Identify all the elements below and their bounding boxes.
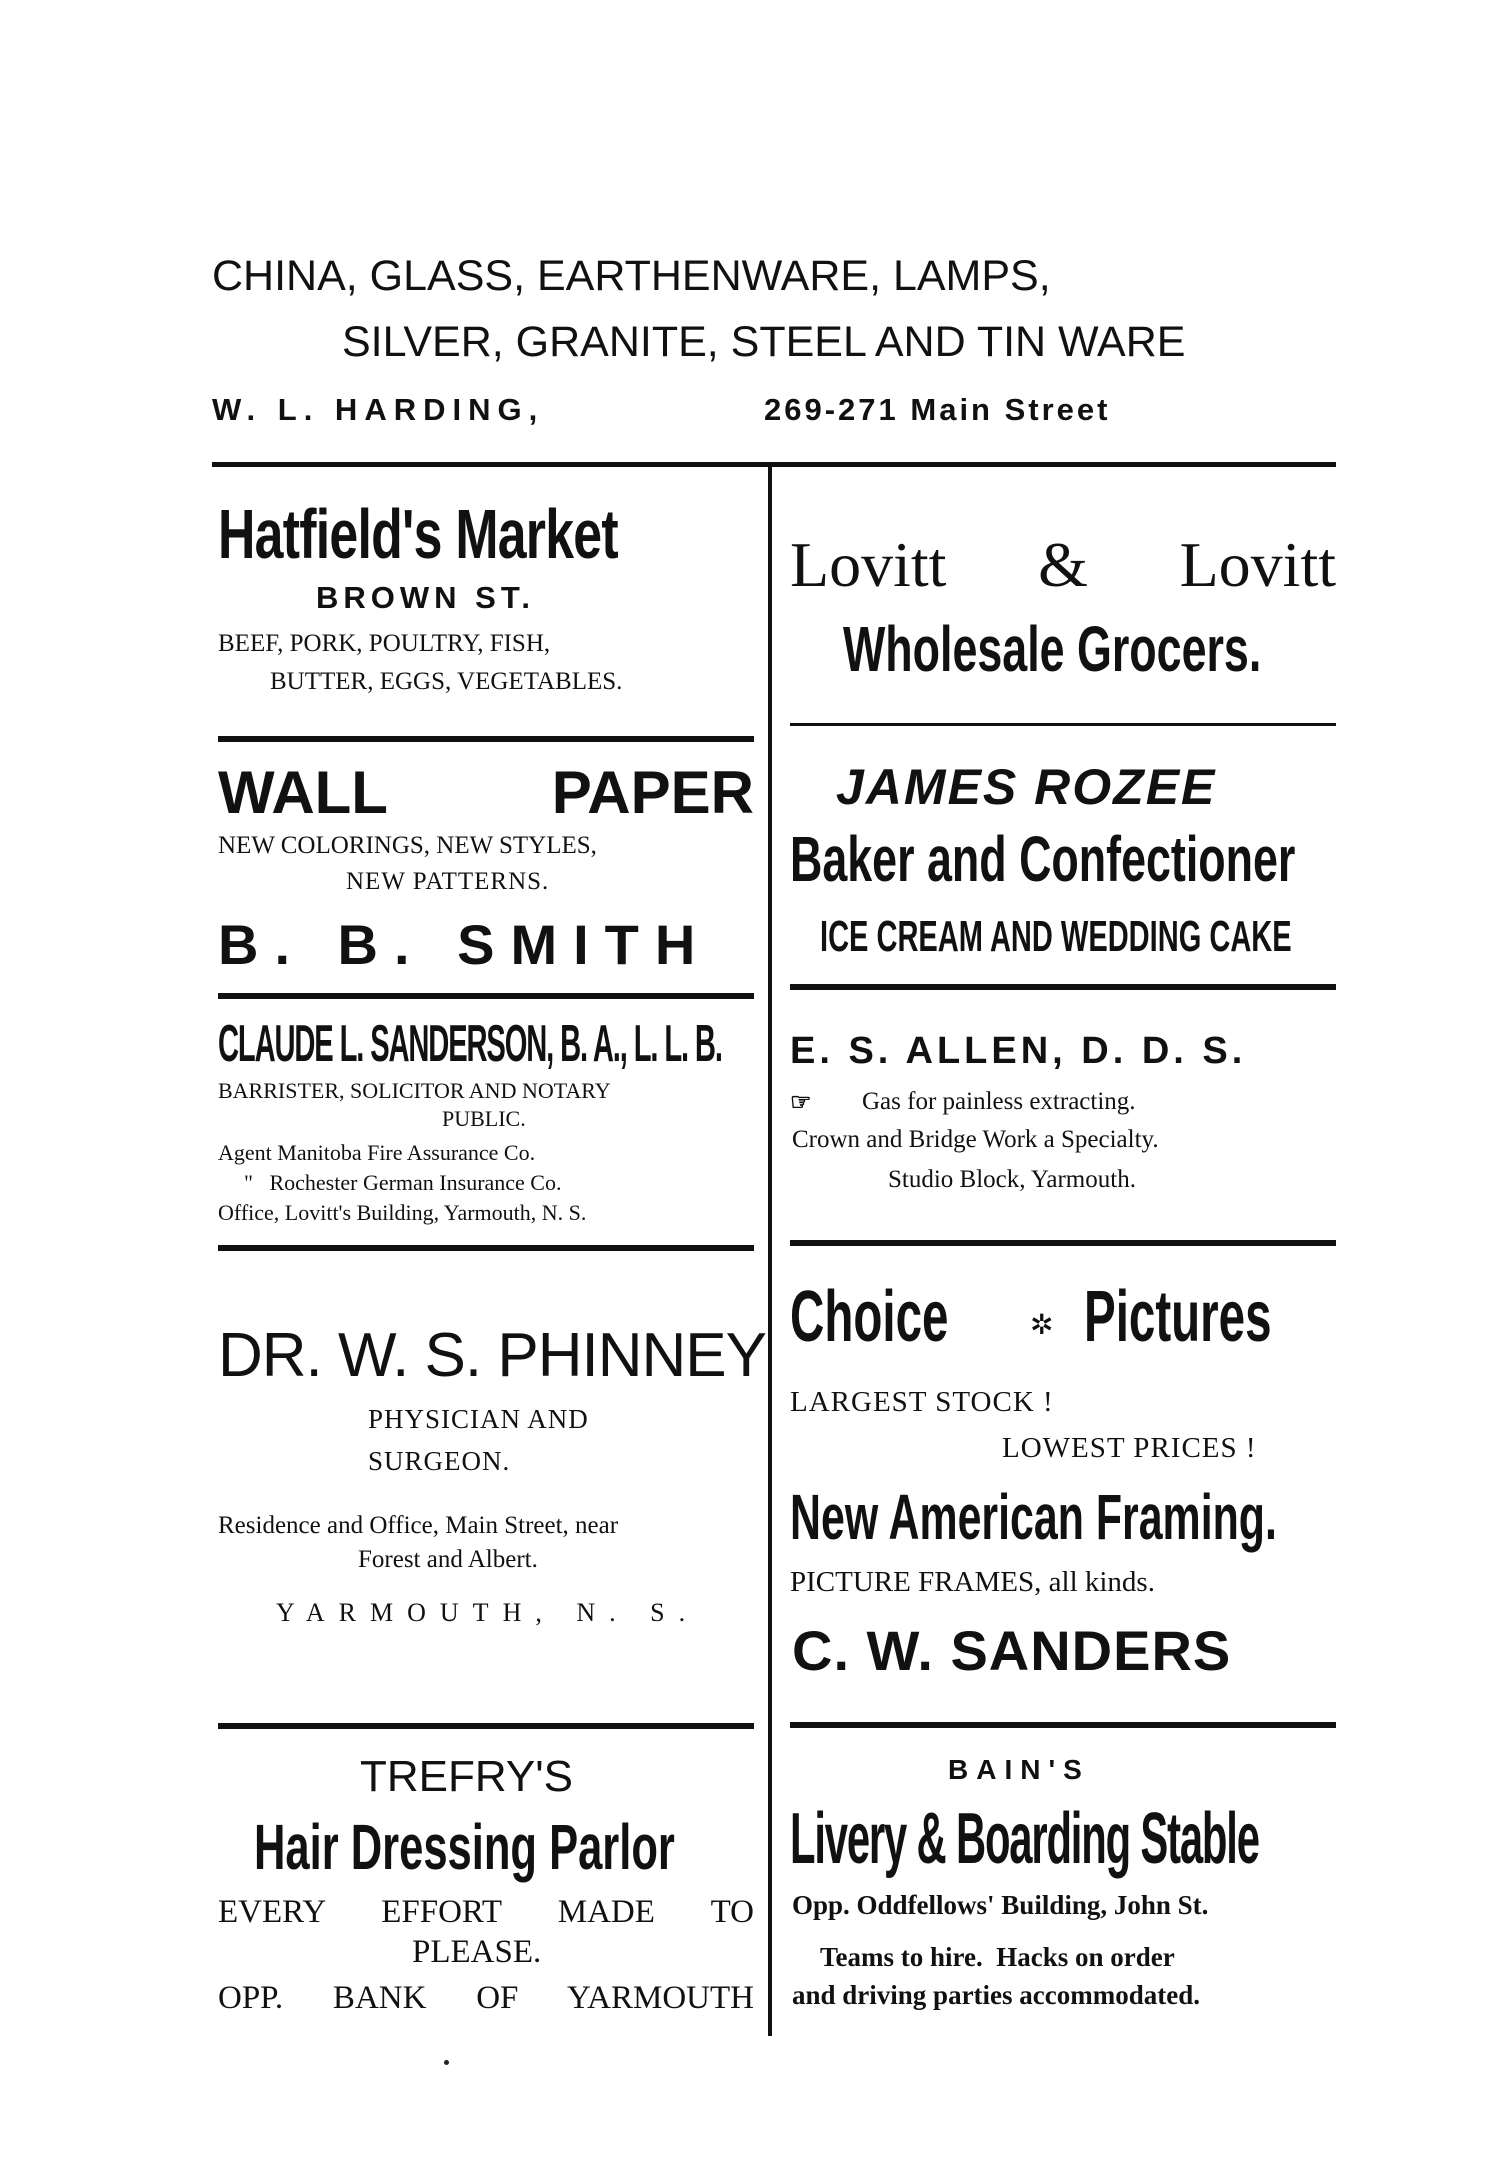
star-icon: ✲: [1030, 1309, 1054, 1340]
left-rule-3: [218, 1245, 754, 1251]
phinney-line-3: Residence and Office, Main Street, near: [218, 1512, 619, 1539]
hatfield-line-2: BUTTER, EGGS, VEGETABLES.: [270, 668, 623, 695]
bain-line-2: Teams to hire. Hacks on order: [820, 1942, 1175, 1972]
sanderson-name: CLAUDE L. SANDERSON, B. A., L. L. B.: [218, 1015, 722, 1073]
lovitt-tagline: Wholesale Grocers.: [843, 613, 1262, 685]
top-rule: [212, 462, 1336, 467]
phinney-line-2: SURGEON.: [368, 1446, 511, 1476]
sanders-title-left: Choice: [790, 1277, 949, 1357]
wallpaper-merchant: B. B. SMITH: [218, 913, 712, 976]
rozee-trade: Baker and Confectioner: [790, 823, 1296, 895]
trefry-name: TREFRY'S: [360, 1752, 573, 1801]
bain-name: BAIN'S: [948, 1754, 1090, 1785]
sanders-framing: New American Framing.: [790, 1481, 1277, 1553]
print-dot: [444, 2060, 449, 2065]
header-address: 269-271 Main Street: [764, 392, 1111, 427]
trefry-line-2: PLEASE.: [412, 1934, 542, 1970]
wallpaper-title: WALL PAPER: [218, 759, 754, 826]
sanderson-line-1: BARRISTER, SOLICITOR AND NOTARY: [218, 1078, 611, 1103]
phinney-line-4: Forest and Albert.: [358, 1546, 538, 1573]
allen-name: E. S. ALLEN, D. D. S.: [790, 1030, 1247, 1072]
allen-line-2: Crown and Bridge Work a Specialty.: [792, 1126, 1159, 1153]
right-rule-3: [790, 1240, 1336, 1246]
wallpaper-line-2: NEW PATTERNS.: [346, 868, 550, 895]
hatfield-line-1: BEEF, PORK, POULTRY, FISH,: [218, 630, 551, 657]
right-rule-1: [790, 723, 1336, 726]
hatfield-street: BROWN ST.: [316, 580, 535, 615]
sanderson-line-3: Agent Manitoba Fire Assurance Co.: [218, 1140, 536, 1165]
bain-line-3: and driving parties accommodated.: [792, 1980, 1200, 2010]
hatfield-name: Hatfield's Market: [218, 495, 618, 573]
sanders-line-2: LOWEST PRICES !: [1002, 1432, 1257, 1464]
sanders-line-1: LARGEST STOCK !: [790, 1386, 1054, 1418]
left-rule-2: [218, 993, 754, 999]
sanderson-line-5: Office, Lovitt's Building, Yarmouth, N. S.: [218, 1200, 587, 1225]
right-rule-4: [790, 1722, 1336, 1728]
sanders-merchant: C. W. SANDERS: [792, 1619, 1232, 1682]
phinney-name: DR. W. S. PHINNEY: [218, 1321, 766, 1390]
lovitt-name: Lovitt & Lovitt: [790, 529, 1336, 600]
rozee-name: JAMES ROZEE: [836, 759, 1217, 815]
bain-trade: Livery & Boarding Stable: [790, 1799, 1259, 1879]
sanders-title-right: Pictures: [1084, 1277, 1272, 1357]
header-line-2: SILVER, GRANITE, STEEL AND TIN WARE: [342, 318, 1186, 366]
sanderson-line-4: " Rochester German Insurance Co.: [244, 1170, 562, 1195]
sanderson-line-2: PUBLIC.: [442, 1106, 526, 1131]
trefry-line-1: EVERY EFFORT MADE TO: [218, 1894, 754, 1930]
phinney-line-5: YARMOUTH, N. S.: [276, 1598, 700, 1627]
header-line-1: CHINA, GLASS, EARTHENWARE, LAMPS,: [212, 252, 1051, 300]
left-rule-4: [218, 1723, 754, 1729]
trefry-line-3: OPP. BANK OF YARMOUTH: [218, 1980, 754, 2016]
rozee-specialty: ICE CREAM AND WEDDING CAKE: [820, 912, 1292, 961]
pointing-hand-icon: ☞: [790, 1089, 812, 1116]
bain-line-1: Opp. Oddfellows' Building, John St.: [792, 1890, 1209, 1920]
header-merchant: W. L. HARDING,: [212, 392, 545, 427]
left-rule-1: [218, 736, 754, 742]
trefry-trade: Hair Dressing Parlor: [254, 1811, 675, 1883]
right-rule-2: [790, 984, 1336, 990]
wallpaper-line-1: NEW COLORINGS, NEW STYLES,: [218, 832, 597, 859]
column-divider: [768, 466, 772, 2036]
allen-line-1: Gas for painless extracting.: [862, 1088, 1136, 1115]
sanders-line-3: PICTURE FRAMES, all kinds.: [790, 1566, 1155, 1598]
allen-line-3: Studio Block, Yarmouth.: [888, 1166, 1136, 1193]
phinney-line-1: PHYSICIAN AND: [368, 1404, 589, 1434]
